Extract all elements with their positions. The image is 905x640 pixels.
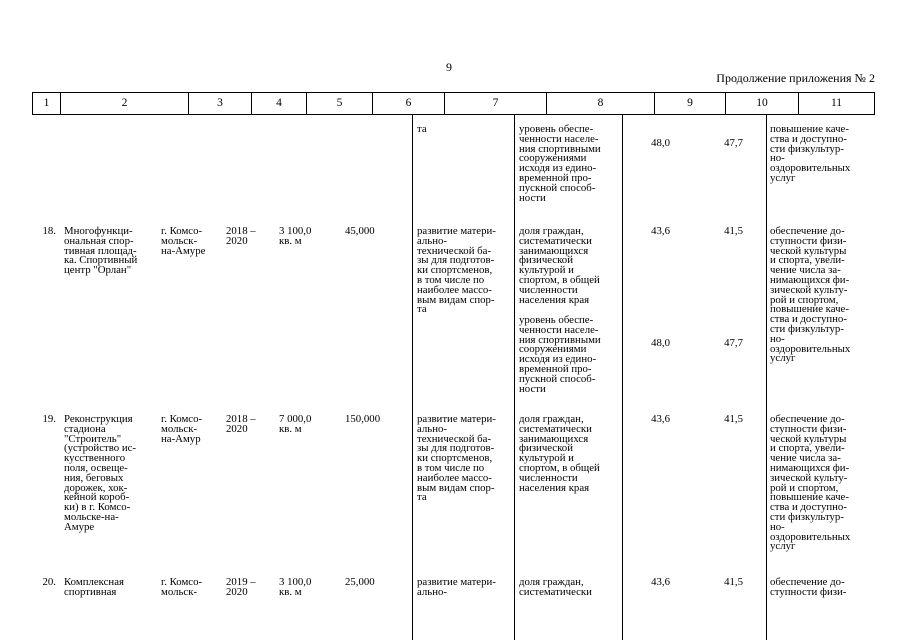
header-col-4: 4 [252,93,307,114]
cell-years: 2019 – 2020 [226,576,256,598]
cell-value-col9: 43,6 [651,413,670,425]
cell-indicator: уровень обеспе- ченности населе- ния спортивными сооружениями исходя из едино- временной про- пускной способ- ности [519,123,601,204]
column-divider [514,114,515,640]
cell-location: г. Комсо- мольск- [161,576,203,598]
cell-goal: развитие матери- ально- [417,576,496,598]
cell-value-col9: 48,0 [651,137,670,149]
cell-location: г. Комсо- мольск- на-Амур [161,413,203,445]
cell-result: обеспечение до- ступности физи- [770,576,847,598]
row-number: 19. [42,413,56,425]
header-col-9: 9 [655,93,726,114]
cell-value-col10: 47,7 [724,337,743,349]
cell-result: повышение каче- ства и доступно- сти физкультур- но- оздоровительных услуг [770,123,851,184]
cell-capacity: 3 100,0 кв. м [279,576,312,598]
cell-value-col9: 43,6 [651,576,670,588]
column-divider [766,114,767,640]
cell-result: обеспечение до- ступности физи- ческой культуры и спорта, увели- чение числа за- нимающихся фи- зической культу- рой и спортом, повышение каче- ства и доступно- сти физкультур- но- оздоровительных услуг [770,225,851,365]
cell-value-col10: 41,5 [724,576,743,588]
cell-location: г. Комсо- мольск- на-Амуре [161,225,206,257]
header-col-2: 2 [61,93,189,114]
cell-object-name: Многофункци- ональная спор- тивная площад- ка. Спортивный центр "Орлан" [64,225,138,277]
cell-value-col10: 41,5 [724,225,743,237]
cell-indicator: доля граждан, систематически занимающихся физической культурой и спортом, в общей численности населения края [519,413,600,494]
cell-cost: 25,000 [345,576,375,588]
cell-indicator: доля граждан, систематически занимающихся физической культурой и спортом, в общей численности населения края [519,225,600,306]
row-number: 18. [42,225,56,237]
header-col-8: 8 [547,93,655,114]
cell-years: 2018 – 2020 [226,225,256,247]
column-divider [412,114,413,640]
header-col-5: 5 [307,93,373,114]
cell-goal: развитие матери- ально- технической ба- зы для подготов- ки спортсменов, в том числе по наиболее массо- вым видам спор- та [417,225,496,316]
continuation-note: Продолжение приложения № 2 [716,71,875,85]
cell-cost: 150,000 [345,413,381,425]
cell-value-col10: 41,5 [724,413,743,425]
header-col-6: 6 [373,93,445,114]
cell-capacity: 3 100,0 кв. м [279,225,312,247]
cell-value-col9: 43,6 [651,225,670,237]
cell-goal: та [417,123,427,135]
table-header [32,92,875,115]
cell-indicator: доля граждан, систематически [519,576,592,598]
header-col-11: 11 [830,97,843,109]
cell-object-name: Комплексная спортивная [64,576,124,598]
header-col-3: 3 [189,93,252,114]
cell-value-col10: 47,7 [724,137,743,149]
cell-result: обеспечение до- ступности физи- ческой культуры и спорта, увели- чение числа за- нимающихся фи- зической культу- рой и спортом, повышение каче- ства и доступно- сти физкультур- но- оздоровительных услуг [770,413,851,553]
header-col-1: 1 [33,93,61,114]
cell-years: 2018 – 2020 [226,413,256,435]
header-col-7: 7 [445,93,547,114]
column-divider [622,114,623,640]
header-col-10: 10 [726,93,799,114]
cell-value-col9: 48,0 [651,337,670,349]
cell-object-name: Реконструкция стадиона "Строитель" (устройство ис- кусственного поля, освеще- ния, беговых дорожек, хок- кейной короб- ки) в г. Комсо- мольске-на- Амуре [64,413,137,533]
cell-capacity: 7 000,0 кв. м [279,413,312,435]
page-number: 9 [446,60,452,74]
row-number: 20. [42,576,56,588]
cell-goal: развитие матери- ально- технической ба- зы для подготов- ки спортсменов, в том числе по наиболее массо- вым видам спор- та [417,413,496,504]
cell-indicator: уровень обеспе- ченности населе- ния спортивными сооружениями исходя из едино- временной про- пускной способ- ности [519,314,601,395]
cell-cost: 45,000 [345,225,375,237]
